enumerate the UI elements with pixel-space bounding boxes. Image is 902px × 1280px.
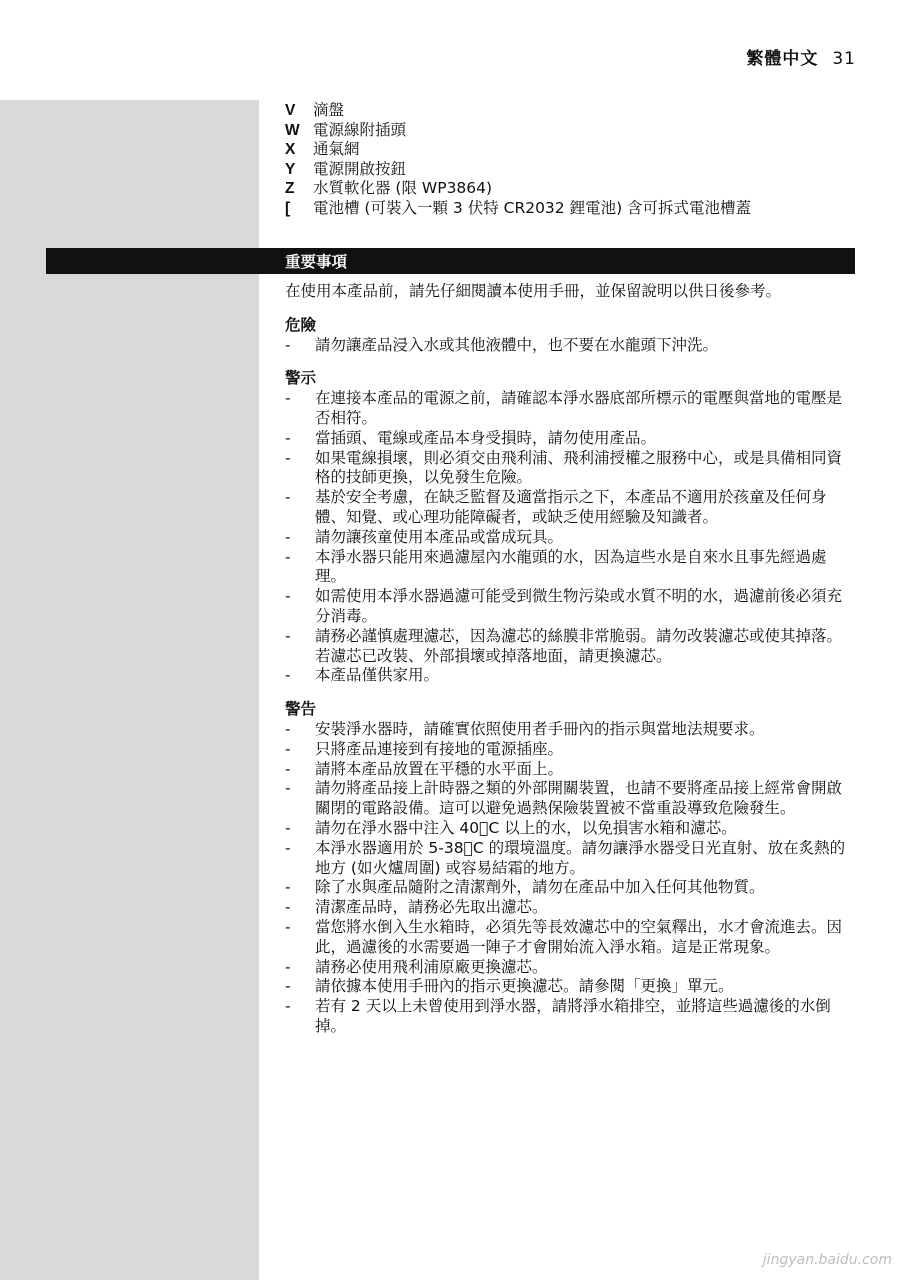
intro-paragraph: 在使用本產品前，請先仔細閱讀本使用手冊，並保留說明以供日後參考。 bbox=[285, 282, 782, 300]
list-item-text: 請依據本使用手冊內的指示更換濾芯。請參閱「更換」單元。 bbox=[315, 977, 734, 996]
list-item-text: 清潔產品時，請務必先取出濾芯。 bbox=[315, 898, 548, 917]
list-item-text: 如果電線損壞，則必須交由飛利浦、飛利浦授權之服務中心，或是具備相同資格的技師更換，以免發生危險。 bbox=[315, 448, 843, 487]
danger-section bbox=[285, 316, 857, 356]
list-item-text: 請勿讓孩童使用本產品或當成玩具。 bbox=[315, 527, 564, 546]
page-number: 31 bbox=[832, 49, 856, 69]
list-item: - 當您將水倒入生水箱時，必須先等長效濾芯中的空氣釋出，水才會流進去。因此，過濾後的水需要過一陣子才會開始流入淨水箱。這是正常現象。 bbox=[285, 918, 857, 958]
list-item: - 只將產品連接到有接地的電源插座。 bbox=[285, 740, 857, 760]
list-item: - 基於安全考慮，在缺乏監督及適當指示之下，本產品不適用於孩童及任何身體、知覺、或心理功能障礙者，或缺乏使用經驗及知識者。 bbox=[285, 488, 857, 528]
list-item-text: 在連接本產品的電源之前，請確認本淨水器底部所標示的電壓與當地的電壓是否相符。 bbox=[315, 389, 843, 427]
list-item: - 本淨水器只能用來過濾屋內水龍頭的水，因為這些水是自來水且事先經過處理。 bbox=[285, 548, 857, 588]
part-item bbox=[285, 140, 865, 160]
list-item-text: 基於安全考慮，在缺乏監督及適當指示之下，本產品不適用於孩童及任何身體、知覺、或心理功能障礙者，或缺乏使用經驗及知識者。 bbox=[315, 488, 827, 526]
part-letter: Z bbox=[285, 180, 295, 197]
part-text: 電源線附插頭 bbox=[313, 120, 407, 139]
list-item: - 請依據本使用手冊內的指示更換濾芯。請參閱「更換」單元。 bbox=[285, 977, 857, 997]
list-item-text: 安裝淨水器時，請確實依照使用者手冊內的指示與當地法規要求。 bbox=[315, 719, 765, 738]
part-item bbox=[285, 101, 865, 121]
list-item: - 清潔產品時，請務必先取出濾芯。 bbox=[285, 898, 857, 918]
warning-section bbox=[285, 369, 857, 686]
part-item bbox=[285, 179, 865, 199]
list-item: - 若有 2 天以上未曾使用到淨水器，請將淨水箱排空，並將這些過濾後的水倒掉。 bbox=[285, 997, 857, 1037]
caution-section bbox=[285, 700, 857, 1037]
list-item-text: 當插頭、電線或產品本身受損時，請勿使用產品。 bbox=[315, 428, 657, 447]
list-item: - 請勿將產品接上計時器之類的外部開關裝置，也請不要將產品接上經常會開啟關閉的電路設備。這可以避免過熱保險裝置被不當重設導致危險發生。 bbox=[285, 779, 857, 819]
list-item: - 請勿讓產品浸入水或其他液體中，也不要在水龍頭下沖洗。 bbox=[285, 336, 857, 356]
language-title: 繁體中文 bbox=[746, 49, 819, 69]
list-item: - 如需使用本淨水器過濾可能受到微生物污染或水質不明的水，過濾前後必須充分消毒。 bbox=[285, 587, 857, 627]
list-item-text: 當您將水倒入生水箱時，必須先等長效濾芯中的空氣釋出，水才會流進去。因此，過濾後的水需要過一陣子才會開始流入淨水箱。這是正常現象。 bbox=[315, 917, 843, 956]
list-item-text: 本淨水器只能用來過濾屋內水龍頭的水，因為這些水是自來水且事先經過處理。 bbox=[315, 547, 827, 586]
part-text: 電源開啟按鈕 bbox=[313, 159, 407, 178]
danger-title: 危險 bbox=[285, 315, 317, 334]
list-item-text: 本淨水器適用於 5-38゚C 的環境溫度。請勿讓淨水器受日光直射、放在炙熱的地方 (如火爐周圍) 或容易結霜的地方。 bbox=[315, 838, 846, 877]
section-title: 重要事項 bbox=[285, 253, 348, 271]
parts-list bbox=[285, 101, 865, 218]
list-item-text: 請務必使用飛利浦原廠更換濾芯。 bbox=[315, 957, 548, 976]
part-letter: [ bbox=[285, 199, 291, 217]
list-item-text: 請將本產品放置在平穩的水平面上。 bbox=[315, 759, 564, 778]
list-item-text: 如需使用本淨水器過濾可能受到微生物污染或水質不明的水，過濾前後必須充分消毒。 bbox=[315, 587, 843, 625]
watermark-text: jingyan.baidu.com bbox=[762, 1252, 892, 1268]
list-item: - 安裝淨水器時，請確實依照使用者手冊內的指示與當地法規要求。 bbox=[285, 720, 857, 740]
list-item-text: 若有 2 天以上未曾使用到淨水器，請將淨水箱排空，並將這些過濾後的水倒掉。 bbox=[315, 997, 831, 1035]
list-item: - 請勿在淨水器中注入 40゚C 以上的水，以免損害水箱和濾芯。 bbox=[285, 819, 857, 839]
part-text: 電池槽 (可裝入一顆 3 伏特 CR2032 鋰電池) 含可拆式電池槽蓋 bbox=[313, 198, 752, 217]
part-item bbox=[285, 160, 865, 180]
part-item bbox=[285, 121, 865, 141]
list-item: - 請務必使用飛利浦原廠更換濾芯。 bbox=[285, 958, 857, 978]
part-letter: X bbox=[285, 141, 296, 158]
list-item-text: 本產品僅供家用。 bbox=[315, 666, 440, 685]
list-item-text: 請勿在淨水器中注入 40゚C 以上的水，以免損害水箱和濾芯。 bbox=[315, 818, 737, 837]
side-margin-panel bbox=[0, 100, 259, 1280]
important-content bbox=[285, 282, 857, 1051]
list-item-text: 請務必謹慎處理濾芯，因為濾芯的絲膜非常脆弱。請勿改裝濾芯或使其掉落。若濾芯已改裝、外部損壞或掉落地面，請更換濾芯。 bbox=[315, 626, 843, 665]
list-item: - 本產品僅供家用。 bbox=[285, 666, 857, 686]
list-item: - 除了水與產品隨附之清潔劑外，請勿在產品中加入任何其他物質。 bbox=[285, 878, 857, 898]
part-text: 滴盤 bbox=[313, 101, 345, 119]
list-item: - 在連接本產品的電源之前，請確認本淨水器底部所標示的電壓與當地的電壓是否相符。 bbox=[285, 389, 857, 429]
part-letter: W bbox=[285, 121, 300, 139]
list-item: - 請將本產品放置在平穩的水平面上。 bbox=[285, 760, 857, 780]
list-item: - 請務必謹慎處理濾芯，因為濾芯的絲膜非常脆弱。請勿改裝濾芯或使其掉落。若濾芯已改裝、外部損壞或掉落地面，請更換濾芯。 bbox=[285, 627, 857, 667]
list-item: - 請勿讓孩童使用本產品或當成玩具。 bbox=[285, 528, 857, 548]
list-item-text: 只將產品連接到有接地的電源插座。 bbox=[315, 739, 564, 758]
list-item: - 本淨水器適用於 5-38゚C 的環境溫度。請勿讓淨水器受日光直射、放在炙熱的地方 (如火爐周圍) 或容易結霜的地方。 bbox=[285, 839, 857, 879]
part-letter: Y bbox=[285, 160, 296, 178]
part-item bbox=[285, 199, 865, 219]
warning-title: 警示 bbox=[285, 369, 317, 388]
list-item-text: 除了水與產品隨附之清潔劑外，請勿在產品中加入任何其他物質。 bbox=[315, 878, 765, 897]
part-letter: V bbox=[285, 102, 296, 119]
part-text: 水質軟化器 (限 WP3864) bbox=[313, 179, 493, 197]
page-header bbox=[746, 44, 856, 69]
caution-title: 警告 bbox=[285, 700, 317, 719]
list-item: - 當插頭、電線或產品本身受損時，請勿使用產品。 bbox=[285, 429, 857, 449]
list-item-text: 請勿讓產品浸入水或其他液體中，也不要在水龍頭下沖洗。 bbox=[315, 335, 719, 354]
list-item-text: 請勿將產品接上計時器之類的外部開關裝置，也請不要將產品接上經常會開啟關閉的電路設備。這可以避免過熱保險裝置被不當重設導致危險發生。 bbox=[315, 779, 843, 818]
section-heading-bar bbox=[46, 248, 855, 274]
list-item: - 如果電線損壞，則必須交由飛利浦、飛利浦授權之服務中心，或是具備相同資格的技師更換，以免發生危險。 bbox=[285, 449, 857, 489]
part-text: 通氣網 bbox=[313, 140, 360, 158]
